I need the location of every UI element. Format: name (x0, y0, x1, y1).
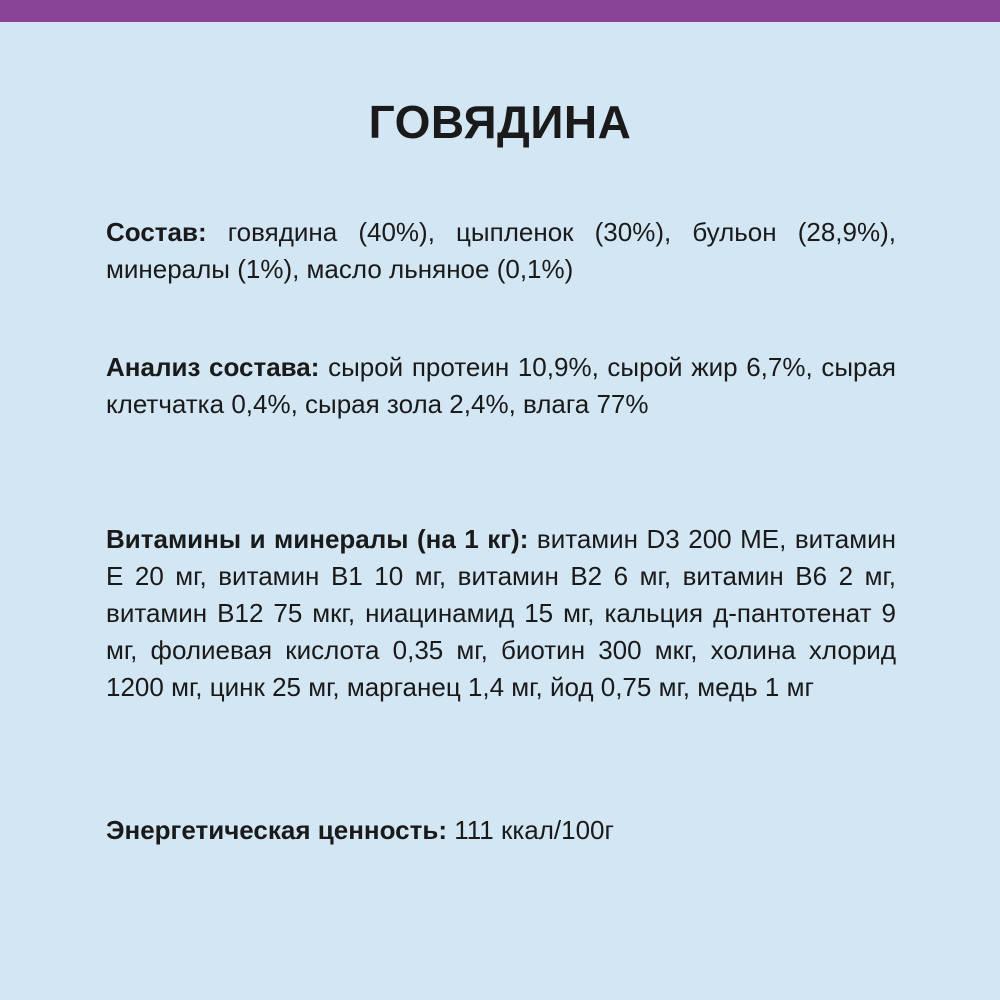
energy-label: Энергетическая ценность: (106, 815, 447, 845)
analysis-label: Анализ состава: (106, 352, 320, 382)
composition-section (106, 214, 896, 288)
analysis-text: сырой протеин 10,9%, сырой жир 6,7%, сырая клетчатка 0,4%, сырая зола 2,4%, влага 77% (106, 352, 897, 419)
composition-text: говядина (40%), цыпленок (30%), бульон (28,9%), минералы (1%), масло льняное (0,1%) (106, 217, 896, 284)
vitamins-text: витамин D3 200 МЕ, витамин Е 20 мг, витамин В1 10 мг, витамин В2 6 мг, витамин В6 2 мг, витамин В12 75 мкг, ниацинамид 15 мг, кальция д-пантотенат 9 мг, фолиевая кислота 0,35 мг, биотин 300 мкг, холина хлорид 1200 мг, цинк 25 мг, марганец 1,4 мг, йод 0,75 мг, медь 1 мг (106, 524, 896, 702)
composition-label: Состав: (106, 217, 207, 247)
energy-text: 111 ккал/100г (454, 815, 615, 845)
top-accent-bar (0, 0, 1000, 22)
vitamins-label: Витамины и минералы (на 1 кг): (106, 524, 529, 554)
vitamins-section (106, 521, 896, 706)
energy-section (106, 812, 896, 849)
page-title: ГОВЯДИНА (368, 96, 632, 148)
analysis-section (106, 349, 896, 423)
